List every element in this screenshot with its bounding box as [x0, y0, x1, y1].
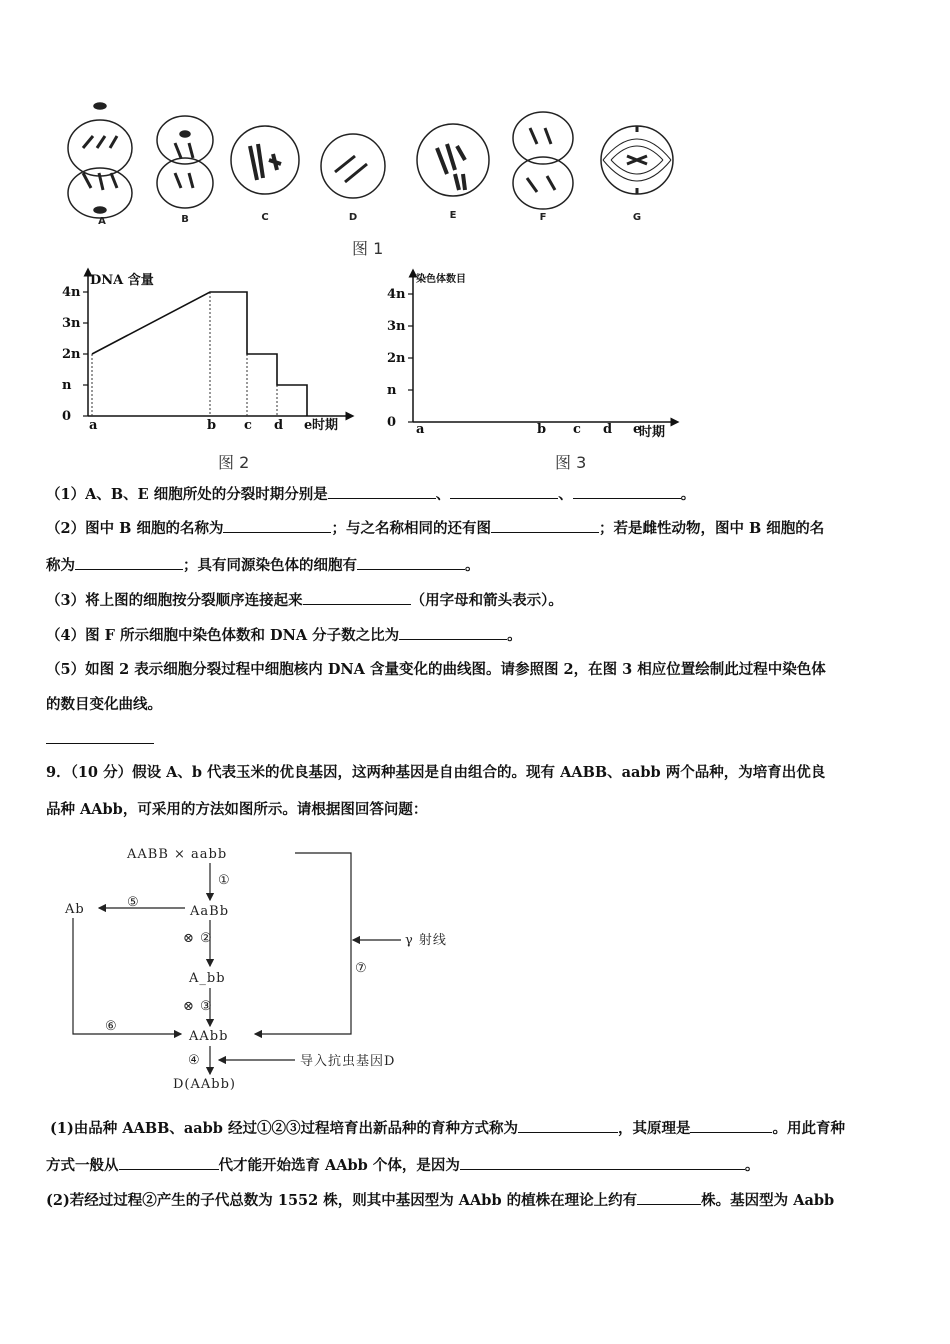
answer-blank[interactable] — [690, 1118, 772, 1133]
answer-blank[interactable] — [518, 1118, 618, 1133]
q9-sub1-line2: 方式一般从 代才能开始选育 AAbb 个体，是因为 。 — [46, 1157, 760, 1174]
answer-blank[interactable] — [328, 484, 436, 499]
haploid-node: Ab — [65, 902, 85, 917]
fig2-y-tick-label: n — [62, 378, 72, 393]
fig3-y-tick-label: 3n — [387, 319, 406, 334]
cell-label-g: G — [632, 212, 642, 223]
insert-gene-label: 导入抗虫基因D — [300, 1054, 396, 1069]
fig2-y-tick-label: 0 — [62, 409, 72, 424]
q8-part4: （4）图 F 所示细胞中染色体数和 DNA 分子数之比为 。 — [46, 627, 522, 644]
answer-blank[interactable] — [223, 518, 331, 533]
q8-part3: （3）将上图的细胞按分裂顺序连接起来 （用字母和箭头表示）。 — [46, 592, 563, 609]
cell-label-d: D — [348, 212, 358, 223]
cell-b — [157, 116, 213, 208]
cell-e — [417, 124, 489, 196]
fig3-x-title: 时期 — [639, 425, 666, 440]
target-node: AAbb — [189, 1029, 229, 1044]
cell-d — [321, 134, 385, 198]
fig2-x-tick-label: b — [207, 418, 217, 433]
fig3-x-tick-label: e — [633, 422, 642, 437]
answer-blank[interactable] — [399, 625, 507, 640]
figure1-caption: 图 1 — [352, 239, 384, 258]
q8-part2-line2: 称为 ；具有同源染色体的细胞有 。 — [46, 557, 480, 574]
q8-part5-line2: 的数目变化曲线。 — [46, 696, 162, 713]
cell-label-e: E — [449, 210, 457, 221]
fig2-x-tick-label: e — [304, 418, 313, 433]
step-1-label: ① — [218, 873, 231, 888]
step-2-label: ⊗ ② — [183, 931, 213, 946]
answer-blank[interactable] — [573, 484, 681, 499]
figure1-cells — [55, 98, 695, 228]
answer-blank[interactable] — [637, 1190, 701, 1205]
q9-stem-line2: 品种 AAbb，可采用的方法如图所示。请根据图回答问题： — [46, 801, 428, 818]
q8-part5-line1: （5）如图 2 表示细胞分裂过程中细胞核内 DNA 含量变化的曲线图。请参照图 2，在图 3 相应位置绘制此过程中染色体 — [46, 661, 826, 678]
fig3-y-tick-label: 4n — [387, 287, 406, 302]
fig2-y-title: DNA 含量 — [90, 273, 154, 288]
q8-part1: （1）A、B、E 细胞所处的分裂时期分别是 、 、 。 — [46, 486, 696, 503]
q9-sub2: (2)若经过过程②产生的子代总数为 1552 株，则其中基因型为 AAbb 的植株在理论上约有 株。基因型为 Aabb — [46, 1192, 835, 1209]
step-7-label: ⑦ — [355, 961, 368, 976]
step-6-label: ⑥ — [105, 1019, 118, 1034]
fig2-x-tick-label: a — [89, 418, 98, 433]
parents-node: AABB × aabb — [127, 847, 228, 862]
fig2-x-title: 时期 — [312, 418, 339, 433]
fig2-y-tick-label: 3n — [62, 316, 81, 331]
fig3-y-tick-label: n — [387, 383, 397, 398]
gamma-ray-label: γ 射线 — [405, 933, 447, 948]
step-5-label: ⑤ — [127, 895, 140, 910]
dna-content-line — [92, 292, 307, 416]
answer-blank[interactable] — [46, 743, 154, 744]
answer-blank[interactable] — [357, 555, 465, 570]
answer-blank[interactable] — [450, 484, 558, 499]
figure2-chart — [50, 262, 370, 437]
figure3-chart — [385, 265, 695, 445]
fig3-y-tick-label: 2n — [387, 351, 406, 366]
answer-blank[interactable] — [460, 1155, 745, 1170]
fig2-y-tick-label: 4n — [62, 285, 81, 300]
cell-label-a: A — [98, 216, 106, 227]
step-3-label: ⊗ ③ — [183, 999, 213, 1014]
fig2-x-tick-label: d — [274, 418, 284, 433]
fig3-y-tick-label: 0 — [387, 415, 397, 430]
answer-blank[interactable] — [75, 555, 183, 570]
cell-label-f: F — [539, 212, 547, 223]
figure3-caption: 图 3 — [555, 453, 587, 472]
answer-blank[interactable] — [119, 1155, 219, 1170]
cell-f — [513, 112, 573, 209]
cell-label-c: C — [261, 212, 269, 223]
cell-a — [68, 103, 132, 218]
cell-c — [231, 126, 299, 194]
fig3-x-tick-label: c — [573, 422, 581, 437]
q8-part2-line1: （2）图中 B 细胞的名称为 ；与之名称相同的还有图 ；若是雌性动物，图中 B 细胞的名 — [46, 520, 825, 537]
cell-label-b: B — [181, 214, 189, 225]
fig3-x-tick-label: a — [416, 422, 425, 437]
cell-g — [601, 126, 673, 194]
answer-blank[interactable] — [303, 590, 411, 605]
f1-node: AaBb — [190, 904, 230, 919]
fig3-x-tick-label: d — [603, 422, 613, 437]
fig2-y-tick-label: 2n — [62, 347, 81, 362]
f2-node: A_bb — [189, 971, 226, 986]
fig2-x-tick-label: c — [244, 418, 252, 433]
q9-sub1-line1: (1)由品种 AABB、aabb 经过①②③过程培育出新品种的育种方式称为 ，其原理是 。用此育种 — [50, 1120, 845, 1137]
q9-stem-line1: 9．（10 分）假设 A、b 代表玉米的优良基因，这两种基因是自由组合的。现有 AABB、aabb 两个品种，为培育出优良 — [46, 764, 826, 781]
breeding-flowchart — [55, 838, 475, 1098]
figure2-caption: 图 2 — [218, 453, 250, 472]
fig3-y-title: 染色体数目 — [416, 274, 466, 285]
fig3-x-tick-label: b — [537, 422, 547, 437]
answer-blank[interactable] — [491, 518, 599, 533]
step-4-label: ④ — [188, 1053, 201, 1068]
final-node: D(AAbb) — [173, 1077, 236, 1092]
